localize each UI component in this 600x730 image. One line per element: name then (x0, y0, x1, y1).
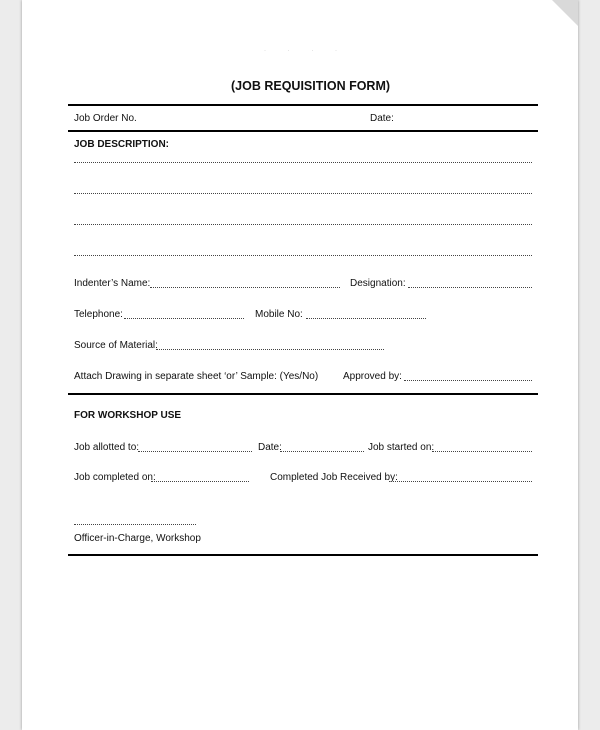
completed-received-field[interactable] (389, 481, 532, 482)
indenter-name-label: Indenter’s Name: (74, 278, 151, 289)
mobile-field[interactable] (306, 318, 426, 319)
mobile-label: Mobile No: (255, 309, 303, 320)
workshop-heading: FOR WORKSHOP USE (74, 410, 182, 421)
attach-drawing-label: Attach Drawing in separate sheet ‘or’ Sample: (Yes/No) (74, 371, 319, 382)
source-of-material-field[interactable] (156, 349, 384, 350)
officer-in-charge-label: Officer-in-Charge, Workshop (74, 533, 201, 544)
job-completed-label: Job completed on: (74, 472, 156, 483)
bottom-rule (68, 554, 538, 556)
description-line-4[interactable] (74, 255, 532, 256)
section-rule (68, 393, 538, 395)
job-order-label: Job Order No. (74, 113, 137, 124)
completed-received-label: Completed Job Received by: (270, 472, 398, 483)
designation-field[interactable] (408, 287, 532, 288)
telephone-label: Telephone: (74, 309, 123, 320)
date-label: Date: (370, 113, 394, 124)
job-description-label: JOB DESCRIPTION: (74, 139, 170, 150)
job-started-field[interactable] (432, 451, 532, 452)
telephone-field[interactable] (124, 318, 244, 319)
document-page (22, 0, 578, 730)
job-allotted-field[interactable] (138, 451, 252, 452)
workshop-date-field[interactable] (280, 451, 364, 452)
description-line-2[interactable] (74, 193, 532, 194)
source-of-material-label: Source of Material: (74, 340, 158, 351)
description-line-1[interactable] (74, 162, 532, 163)
approved-by-label: Approved by: (343, 371, 402, 382)
job-started-label: Job started on: (368, 442, 435, 453)
header-rule (68, 130, 538, 132)
job-allotted-label: Job allotted to: (74, 442, 140, 453)
designation-label: Designation: (350, 278, 406, 289)
officer-signature-line[interactable] (74, 524, 196, 525)
description-line-3[interactable] (74, 224, 532, 225)
workshop-date-label: Date: (258, 442, 282, 453)
indenter-name-field[interactable] (150, 287, 340, 288)
approved-by-field[interactable] (404, 380, 532, 381)
page-corner-fold (552, 0, 578, 26)
form-title: (JOB REQUISITION FORM) (231, 79, 391, 93)
job-completed-field[interactable] (151, 481, 249, 482)
top-rule (68, 104, 538, 106)
faint-marks: · · · · (264, 48, 347, 54)
